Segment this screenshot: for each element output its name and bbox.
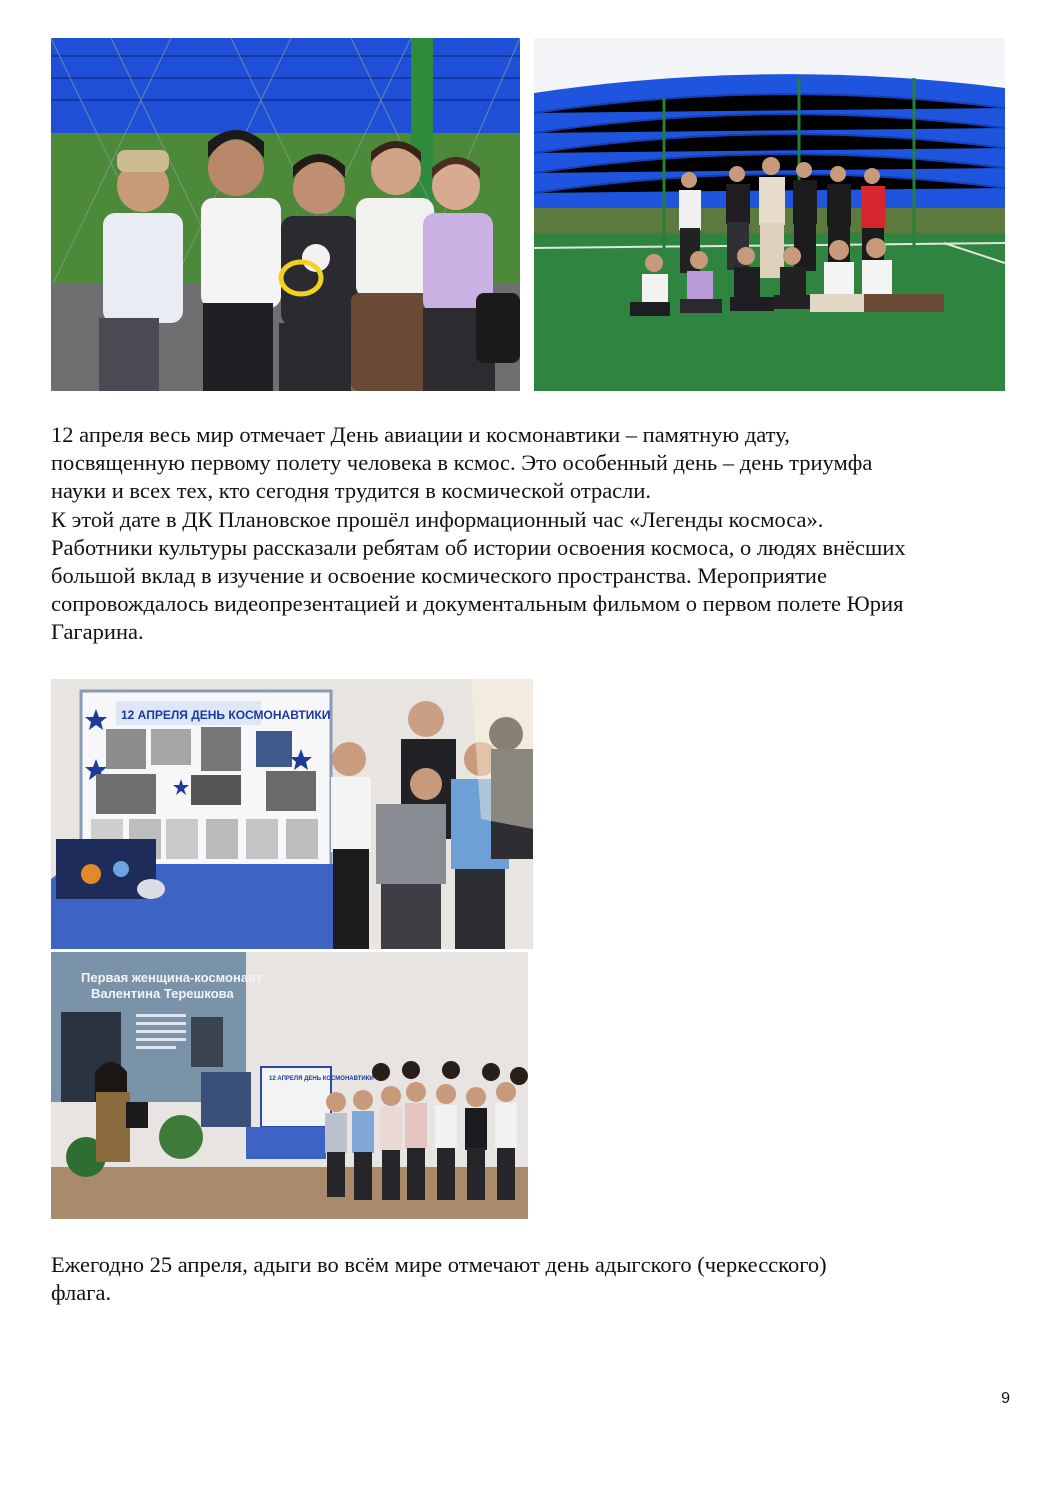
page-number: 9 bbox=[1001, 1390, 1010, 1407]
screen-title-line-1: Первая женщина-космонавт bbox=[81, 970, 263, 985]
space-stand-photo bbox=[51, 679, 533, 949]
stand-banner-text: 12 АПРЕЛЯ ДЕНЬ КОСМОНАВТИКИ bbox=[121, 708, 331, 722]
presentation-room-photo bbox=[51, 952, 528, 1219]
screen-title-line-2: Валентина Терешкова bbox=[91, 986, 234, 1001]
body-paragraph-space-day: 12 апреля весь мир отмечает День авиации и космонавтики – памятную дату, посвященную первому полету человека в ксмос. Это особенный день – день триумфа науки и всех тех, кто сегодня трудится в космической отрасли. К этой дате в ДК Плановское прошёл информационный час «Легенды космоса». Работники культуры рассказали ребятам об истории освоения космоса, о людях внёсших большой вклад в изучение и освоение космического пространства. Мероприятие сопровождалось видеопрезентацией и документальным фильмом о первом полете Юрия Гагарина. bbox=[51, 422, 906, 645]
small-stand-banner: 12 АПРЕЛЯ ДЕНЬ КОСМОНАВТИКИ bbox=[269, 1076, 374, 1082]
group-on-field-photo bbox=[534, 38, 1005, 391]
children-sitting-photo bbox=[51, 38, 520, 391]
body-paragraph-flag-day: Ежегодно 25 апреля, адыги во всём мире отмечают день адыгского (черкесского) флага. bbox=[51, 1252, 827, 1306]
